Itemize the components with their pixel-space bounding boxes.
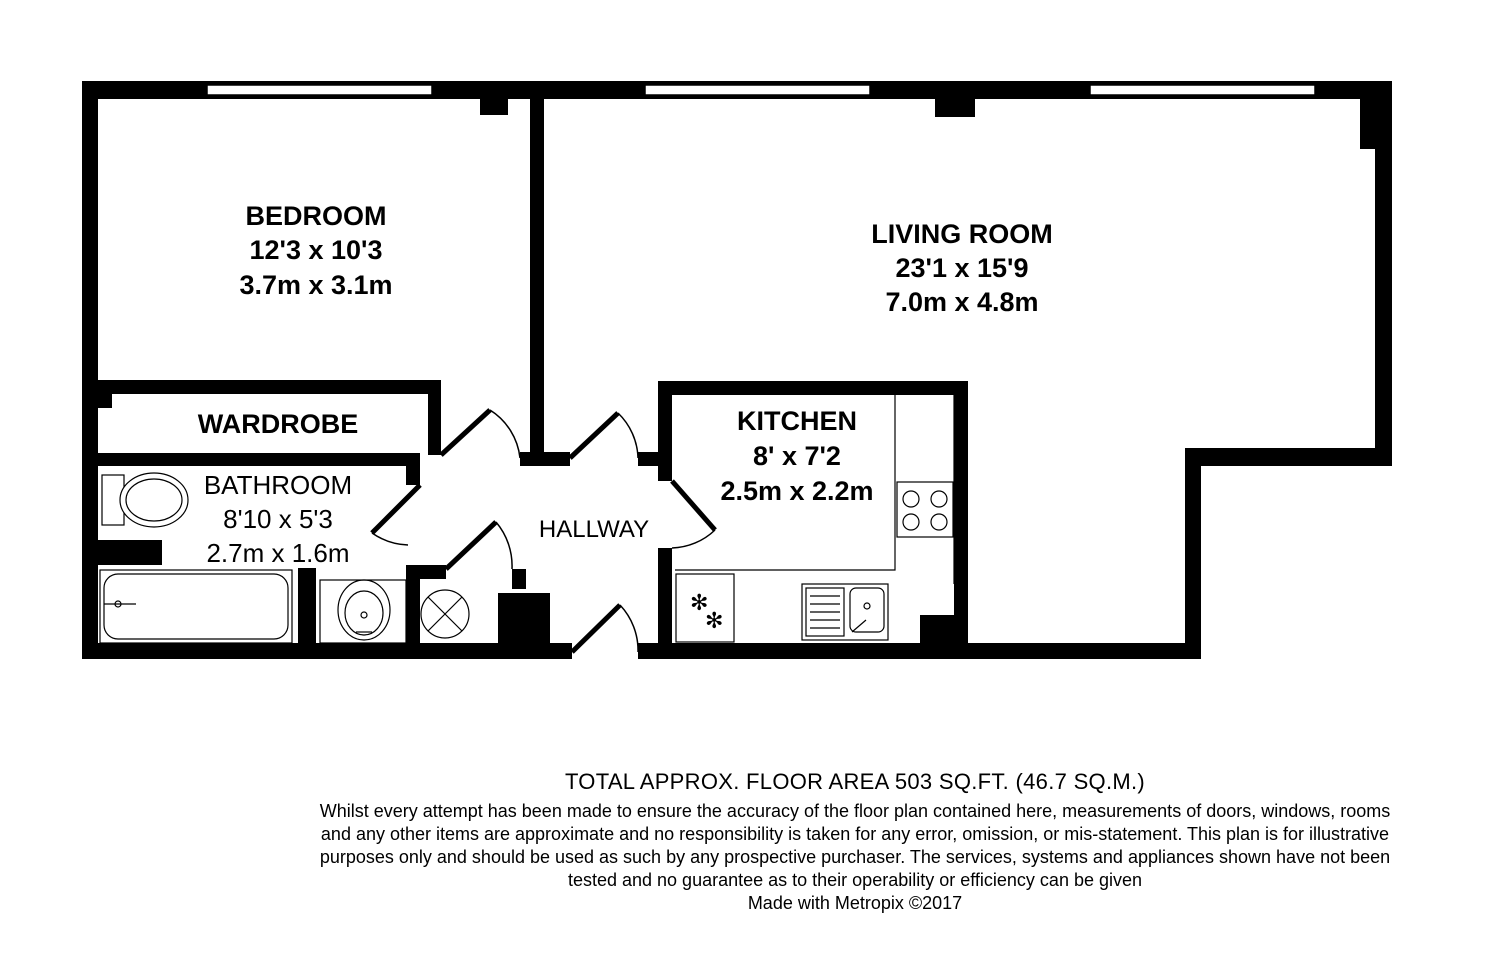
bedroom-living-wall (530, 97, 544, 465)
credit-text: Made with Metropix ©2017 (747, 893, 963, 913)
kitchen-metric: 2.5m x 2.2m (720, 476, 874, 506)
freezer-icon (676, 574, 734, 642)
svg-text:✻: ✻ (705, 609, 724, 634)
bedroom-metric: 3.7m x 3.1m (239, 270, 393, 300)
living-window-right (1090, 85, 1315, 95)
plan-footer (300, 768, 1410, 915)
kitchen-right-wall (954, 381, 968, 646)
bathroom-imperial: 8'10 x 5'3 (223, 504, 333, 534)
toilet-icon (102, 473, 188, 527)
kitchen-top-wall (658, 381, 968, 395)
living-imperial: 23'1 x 15'9 (895, 253, 1029, 283)
entrance-door-swing (620, 605, 638, 652)
living-window-left (645, 85, 870, 95)
total-floor-area: TOTAL APPROX. FLOOR AREA 503 SQ.FT. (46.7 SQ.M.) (564, 769, 1146, 794)
bedroom-name: BEDROOM (245, 201, 387, 231)
bedroom-door-swing (490, 410, 520, 458)
boiler-icon (421, 590, 469, 638)
sink-icon (802, 584, 888, 640)
living-door-swing (618, 413, 638, 458)
bathtub-icon (100, 570, 292, 643)
living-metric: 7.0m x 4.8m (885, 287, 1039, 317)
living-name: LIVING ROOM (871, 219, 1053, 249)
wardrobe-top-wall (98, 380, 441, 394)
bathroom-door-swing (372, 533, 408, 545)
windows (207, 85, 1315, 95)
bedroom-imperial: 12'3 x 10'3 (249, 235, 383, 265)
bedroom-window (207, 85, 432, 95)
bathroom-metric: 2.7m x 1.6m (206, 538, 350, 568)
disclaimer-text: Whilst every attempt has been made to ensure the accuracy of the floor plan contained here, measurements of doors, windows, rooms and any other items are approximate and no responsibility is taken for any error, omission, or mis-statement. This plan is for illustrative purposes only and should be used as such by any prospective purchaser. The services, systems and appliances shown have not been tested and no guarantee as to their operability or efficiency can be given (319, 801, 1391, 890)
bottom-wall-right (638, 643, 1201, 659)
bottom-wall-left (82, 643, 572, 659)
wardrobe-right-wall (428, 380, 441, 455)
basin-icon (320, 580, 406, 643)
wardrobe-name: WARDROBE (197, 409, 359, 439)
svg-text:✻: ✻ (690, 591, 709, 616)
hob-icon (897, 482, 953, 537)
right-notch-wall (1185, 448, 1392, 466)
kitchen-imperial: 8' x 7'2 (753, 441, 841, 471)
bathroom-right-wall (406, 453, 420, 485)
bathroom-name: BATHROOM (203, 470, 353, 500)
right-wall-upper (1375, 81, 1392, 466)
kitchen-door-swing (672, 530, 715, 548)
kitchen-left-wall (658, 381, 672, 481)
closet-door-swing (496, 522, 512, 569)
hallway-name: HALLWAY (538, 516, 650, 543)
right-wall-lower (1185, 448, 1201, 659)
bathroom-top-wall (98, 453, 420, 466)
kitchen-name: KITCHEN (737, 406, 857, 436)
left-wall (82, 81, 98, 659)
